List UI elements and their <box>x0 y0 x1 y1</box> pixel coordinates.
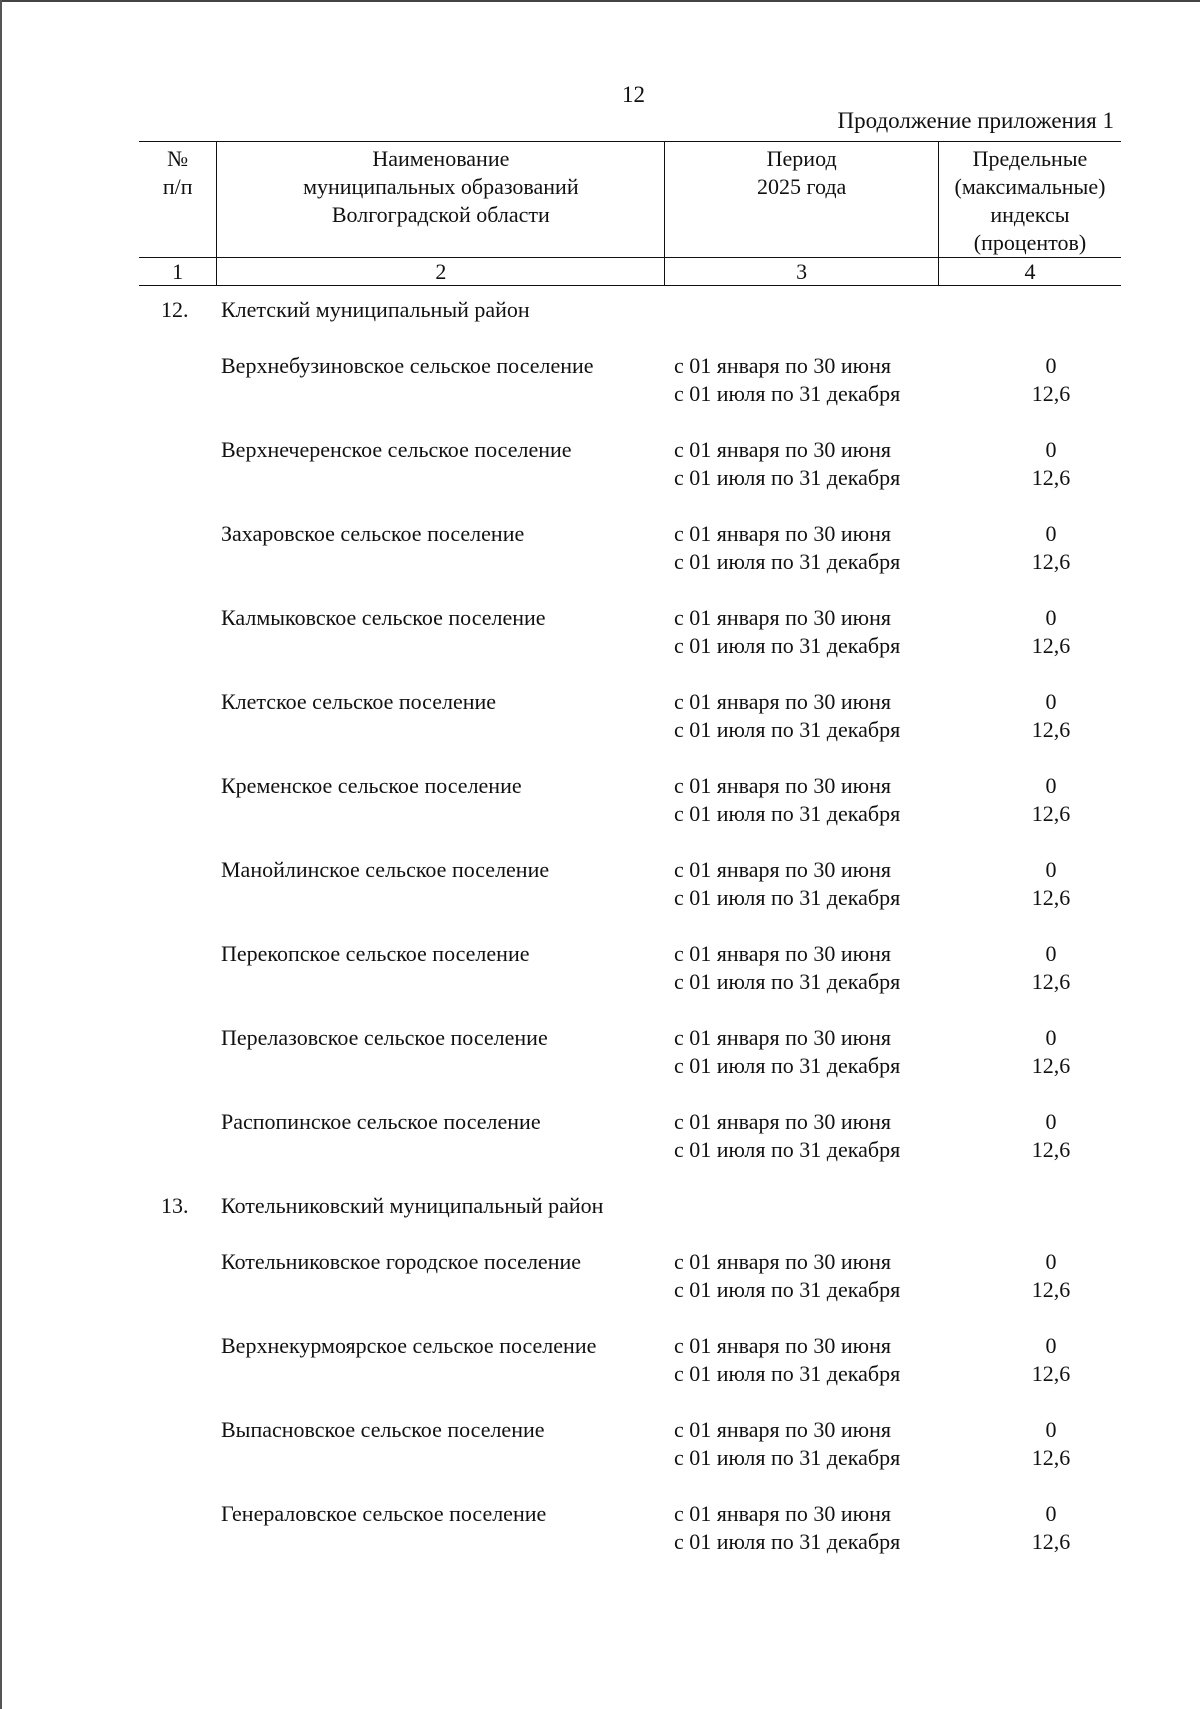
settlement-row <box>139 604 1121 660</box>
settlement-row <box>139 1500 1121 1556</box>
index-first-half: 0 <box>1045 773 1057 798</box>
index-second-half: 12,6 <box>1031 885 1071 910</box>
period-second-half: с 01 июля по 31 декабря <box>674 465 901 490</box>
period-second-half: с 01 июля по 31 декабря <box>674 969 901 994</box>
settlement-periods <box>674 688 954 744</box>
period-second-half: с 01 июля по 31 декабря <box>674 717 901 742</box>
table-header-row <box>139 142 1121 258</box>
period-second-half: с 01 июля по 31 декабря <box>674 885 901 910</box>
settlement-row <box>139 856 1121 912</box>
settlement-indices <box>991 1332 1111 1388</box>
period-first-half: с 01 января по 30 июня <box>674 1249 892 1274</box>
header-text: Наименование <box>372 146 510 171</box>
period-second-half: с 01 июля по 31 декабря <box>674 1361 901 1386</box>
settlement-indices <box>991 520 1111 576</box>
index-first-half: 0 <box>1045 1333 1057 1358</box>
settlement-indices <box>991 940 1111 996</box>
settlement-name: Распопинское сельское поселение <box>221 1109 541 1134</box>
settlement-indices <box>991 1024 1111 1080</box>
district-row <box>139 1192 1121 1220</box>
index-second-half: 12,6 <box>1031 969 1071 994</box>
index-first-half: 0 <box>1045 1249 1057 1274</box>
settlement-periods <box>674 1248 954 1304</box>
header-cell-number <box>139 142 217 258</box>
district-number: 12. <box>161 297 189 322</box>
settlement-row <box>139 1024 1121 1080</box>
settlement-periods <box>674 352 954 408</box>
settlement-row <box>139 1108 1121 1164</box>
index-second-half: 12,6 <box>1031 381 1071 406</box>
settlement-periods <box>674 1024 954 1080</box>
period-first-half: с 01 января по 30 июня <box>674 1417 892 1442</box>
settlement-name: Перелазовское сельское поселение <box>221 1025 548 1050</box>
index-second-half: 12,6 <box>1031 717 1071 742</box>
period-first-half: с 01 января по 30 июня <box>674 353 892 378</box>
period-second-half: с 01 июля по 31 декабря <box>674 633 901 658</box>
settlement-indices <box>991 436 1111 492</box>
header-text: п/п <box>162 174 193 199</box>
district-row <box>139 296 1121 324</box>
settlement-name: Верхнекурмоярское сельское поселение <box>221 1333 597 1358</box>
period-first-half: с 01 января по 30 июня <box>674 689 892 714</box>
district-name: Котельниковский муниципальный район <box>221 1193 604 1218</box>
period-second-half: с 01 июля по 31 декабря <box>674 801 901 826</box>
settlement-name: Перекопское сельское поселение <box>221 941 530 966</box>
period-second-half: с 01 июля по 31 декабря <box>674 1529 901 1554</box>
period-second-half: с 01 июля по 31 декабря <box>674 1445 901 1470</box>
settlement-periods <box>674 940 954 996</box>
index-first-half: 0 <box>1045 521 1057 546</box>
settlement-name: Верхнечеренское сельское поселение <box>221 437 572 462</box>
settlement-name: Кременское сельское поселение <box>221 773 522 798</box>
table-body <box>139 296 1121 1584</box>
header-text: индексы <box>990 202 1070 227</box>
period-first-half: с 01 января по 30 июня <box>674 1109 892 1134</box>
index-second-half: 12,6 <box>1031 1053 1071 1078</box>
index-first-half: 0 <box>1045 1501 1057 1526</box>
header-text: Предельные <box>972 146 1088 171</box>
period-second-half: с 01 июля по 31 декабря <box>674 1053 901 1078</box>
settlement-name: Захаровское сельское поселение <box>221 521 525 546</box>
header-text: Волгоградской области <box>331 202 550 227</box>
settlement-indices <box>991 1108 1111 1164</box>
period-first-half: с 01 января по 30 июня <box>674 773 892 798</box>
period-first-half: с 01 января по 30 июня <box>674 1501 892 1526</box>
header-text: 2025 года <box>757 174 847 199</box>
header-cell-index <box>938 142 1121 258</box>
settlement-periods <box>674 1108 954 1164</box>
appendix-label: Продолжение приложения 1 <box>837 108 1114 133</box>
settlement-row <box>139 940 1121 996</box>
index-first-half: 0 <box>1045 605 1057 630</box>
period-first-half: с 01 января по 30 июня <box>674 941 892 966</box>
index-first-half: 0 <box>1045 1025 1057 1050</box>
index-first-half: 0 <box>1045 941 1057 966</box>
settlement-row <box>139 688 1121 744</box>
settlement-row <box>139 772 1121 828</box>
period-first-half: с 01 января по 30 июня <box>674 437 892 462</box>
header-cell-name <box>217 142 665 258</box>
district-number: 13. <box>161 1193 189 1218</box>
period-second-half: с 01 июля по 31 декабря <box>674 381 901 406</box>
settlement-indices <box>991 352 1111 408</box>
settlement-row <box>139 1248 1121 1304</box>
settlement-periods <box>674 1416 954 1472</box>
settlement-indices <box>991 1500 1111 1556</box>
settlement-periods <box>674 520 954 576</box>
settlement-name: Манойлинское сельское поселение <box>221 857 550 882</box>
column-number: 1 <box>139 258 217 286</box>
index-second-half: 12,6 <box>1031 1277 1071 1302</box>
index-second-half: 12,6 <box>1031 1529 1071 1554</box>
index-second-half: 12,6 <box>1031 633 1071 658</box>
header-text: Период <box>766 146 837 171</box>
index-first-half: 0 <box>1045 857 1057 882</box>
index-second-half: 12,6 <box>1031 549 1071 574</box>
settlement-indices <box>991 772 1111 828</box>
settlement-row <box>139 520 1121 576</box>
settlement-row <box>139 436 1121 492</box>
settlement-periods <box>674 1500 954 1556</box>
settlement-name: Калмыковское сельское поселение <box>221 605 546 630</box>
settlement-periods <box>674 1332 954 1388</box>
column-number: 2 <box>217 258 665 286</box>
settlement-name: Клетское сельское поселение <box>221 689 497 714</box>
settlement-indices <box>991 688 1111 744</box>
settlement-periods <box>674 772 954 828</box>
index-first-half: 0 <box>1045 437 1057 462</box>
period-first-half: с 01 января по 30 июня <box>674 605 892 630</box>
settlement-periods <box>674 604 954 660</box>
index-first-half: 0 <box>1045 353 1057 378</box>
index-second-half: 12,6 <box>1031 465 1071 490</box>
period-second-half: с 01 июля по 31 декабря <box>674 549 901 574</box>
column-number: 3 <box>665 258 939 286</box>
settlement-periods <box>674 436 954 492</box>
page-number: 12 <box>622 82 645 107</box>
header-text: (максимальные) <box>954 174 1106 199</box>
settlement-name: Выпасновское сельское поселение <box>221 1417 545 1442</box>
period-first-half: с 01 января по 30 июня <box>674 521 892 546</box>
header-cell-period <box>665 142 939 258</box>
settlement-indices <box>991 856 1111 912</box>
period-second-half: с 01 июля по 31 декабря <box>674 1277 901 1302</box>
index-first-half: 0 <box>1045 689 1057 714</box>
district-name: Клетский муниципальный район <box>221 297 530 322</box>
period-first-half: с 01 января по 30 июня <box>674 1333 892 1358</box>
settlement-name: Генераловское сельское поселение <box>221 1501 547 1526</box>
header-text: (процентов) <box>973 230 1087 255</box>
header-text: муниципальных образований <box>303 174 579 199</box>
settlement-row <box>139 1416 1121 1472</box>
settlement-row <box>139 352 1121 408</box>
column-number: 4 <box>938 258 1121 286</box>
table-header <box>139 141 1121 286</box>
period-second-half: с 01 июля по 31 декабря <box>674 1137 901 1162</box>
period-first-half: с 01 января по 30 июня <box>674 857 892 882</box>
settlement-name: Верхнебузиновское сельское поселение <box>221 353 594 378</box>
header-text: № <box>167 146 189 171</box>
settlement-indices <box>991 1248 1111 1304</box>
index-second-half: 12,6 <box>1031 801 1071 826</box>
scan-edge-left <box>0 0 2 1709</box>
column-number-row <box>139 258 1121 286</box>
index-second-half: 12,6 <box>1031 1445 1071 1470</box>
settlement-periods <box>674 856 954 912</box>
index-second-half: 12,6 <box>1031 1361 1071 1386</box>
index-second-half: 12,6 <box>1031 1137 1071 1162</box>
settlement-row <box>139 1332 1121 1388</box>
index-first-half: 0 <box>1045 1417 1057 1442</box>
settlement-name: Котельниковское городское поселение <box>221 1249 582 1274</box>
index-first-half: 0 <box>1045 1109 1057 1134</box>
settlement-indices <box>991 1416 1111 1472</box>
settlement-indices <box>991 604 1111 660</box>
period-first-half: с 01 января по 30 июня <box>674 1025 892 1050</box>
scan-edge-top <box>0 0 1200 2</box>
